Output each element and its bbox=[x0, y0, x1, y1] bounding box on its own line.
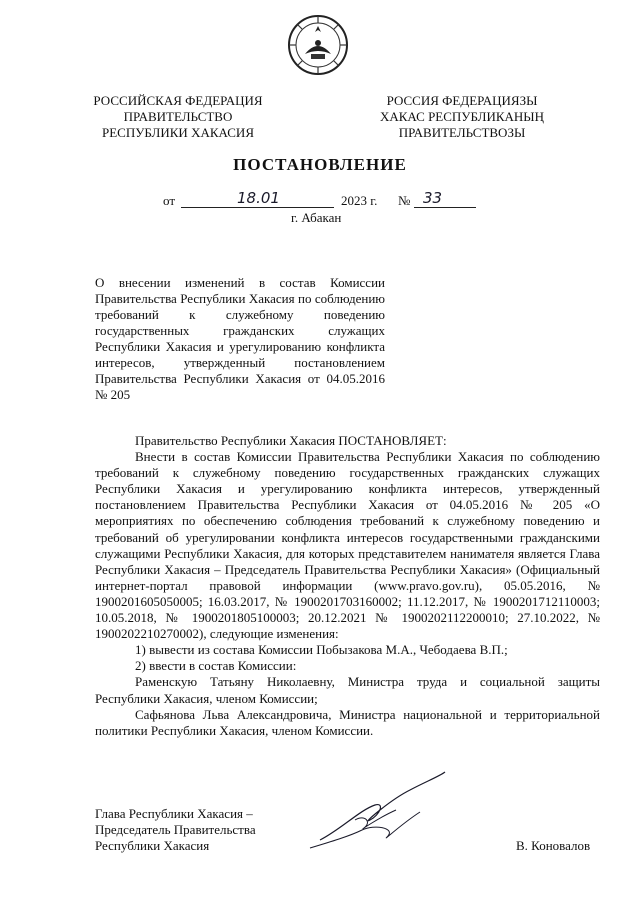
signatory-name: В. Коновалов bbox=[516, 838, 591, 853]
city-label: г. Абакан bbox=[291, 210, 342, 225]
date-from-label: от bbox=[163, 193, 176, 208]
member-2: Сафьянова Льва Александровича, Министра национальной и территориальной политики Республики Хакасия, членом Комиссии. bbox=[95, 706, 600, 738]
number-underline bbox=[414, 207, 476, 208]
header-left-block bbox=[78, 93, 278, 141]
number-handwritten: 33 bbox=[423, 189, 443, 207]
signatory-title-line-3: Республики Хакасия bbox=[95, 838, 210, 853]
member-1: Раменскую Татьяну Николаевну, Министра труда и социальной защиты Республики Хакасия, членом Комиссии; bbox=[95, 674, 600, 706]
header-right-line-1: РОССИЯ ФЕДЕРАЦИЯЗЫ bbox=[386, 93, 538, 108]
signatory-title-line-2: Председатель Правительства bbox=[95, 822, 256, 837]
header-left-line-1: РОССИЙСКАЯ ФЕДЕРАЦИЯ bbox=[93, 93, 263, 108]
document-body bbox=[95, 433, 600, 739]
item-1: 1) вывести из состава Комиссии Побызакова М.А., Чебодаева В.П.; bbox=[135, 642, 508, 658]
header-right-block bbox=[362, 93, 562, 141]
date-handwritten: 18.01 bbox=[237, 189, 280, 207]
date-underline bbox=[181, 207, 334, 208]
header-left-line-2: ПРАВИТЕЛЬСТВО bbox=[123, 109, 233, 124]
main-paragraph: Внести в состав Комиссии Правительства Республики Хакасия по соблюдению требований к служебному поведению государственных гражданских служащих Республики Хакасия и урегулированию конфликта интересов, утвержденный постановлением Правительства Республики Хакасия от 04.05.2016 № 205 «О мероприятиях по обеспечению соблюдения требований к служебному поведению и требований об урегулировании конфликта интересов государственными гражданскими служащими Республики Хакасия, для которых представителем нанимателя является Глава Республики Хакасия – Председатель Правительства Республики Хакасия» (Официальный интернет-портал правовой информации (www.pravo.gov.ru), 05.05.2016, № 1900201605050005; 16.03.2017, № 1900201703160002; 11.12.2017, № 1900201712110003; 10.05.2018, № 1900201805100003; 20.12.2021 № 1900202112200010; 27.10.2022, № 1900202210270002), следующие изменения: bbox=[95, 449, 600, 642]
header-right-line-2: ХАКАС РЕСПУБЛИКАНЫҢ bbox=[379, 109, 545, 124]
document-title: ПОСТАНОВЛЕНИЕ bbox=[233, 155, 407, 174]
header-right-line-3: ПРАВИТЕЛЬСТВОЗЫ bbox=[398, 125, 526, 140]
header-left-line-3: РЕСПУБЛИКИ ХАКАСИЯ bbox=[101, 125, 254, 140]
preamble: Правительство Республики Хакасия ПОСТАНОВЛЯЕТ: bbox=[135, 433, 447, 448]
item-2: 2) ввести в состав Комиссии: bbox=[135, 658, 297, 674]
coat-of-arms-emblem bbox=[287, 14, 349, 76]
year-text: 2023 г. bbox=[341, 193, 378, 208]
handwritten-signature bbox=[300, 770, 450, 855]
number-label: № bbox=[398, 193, 411, 208]
signatory-title bbox=[95, 806, 256, 854]
document-subject: О внесении изменений в состав Комиссии Правительства Республики Хакасия по соблюдению требований к служебному поведению государственных гражданских служащих Республики Хакасия и урегулированию конфликта интересов, утвержденный постановлением Правительства Республики Хакасия от 04.05.2016 № 205 bbox=[95, 275, 385, 402]
signatory-title-line-1: Глава Республики Хакасия – bbox=[95, 806, 253, 821]
